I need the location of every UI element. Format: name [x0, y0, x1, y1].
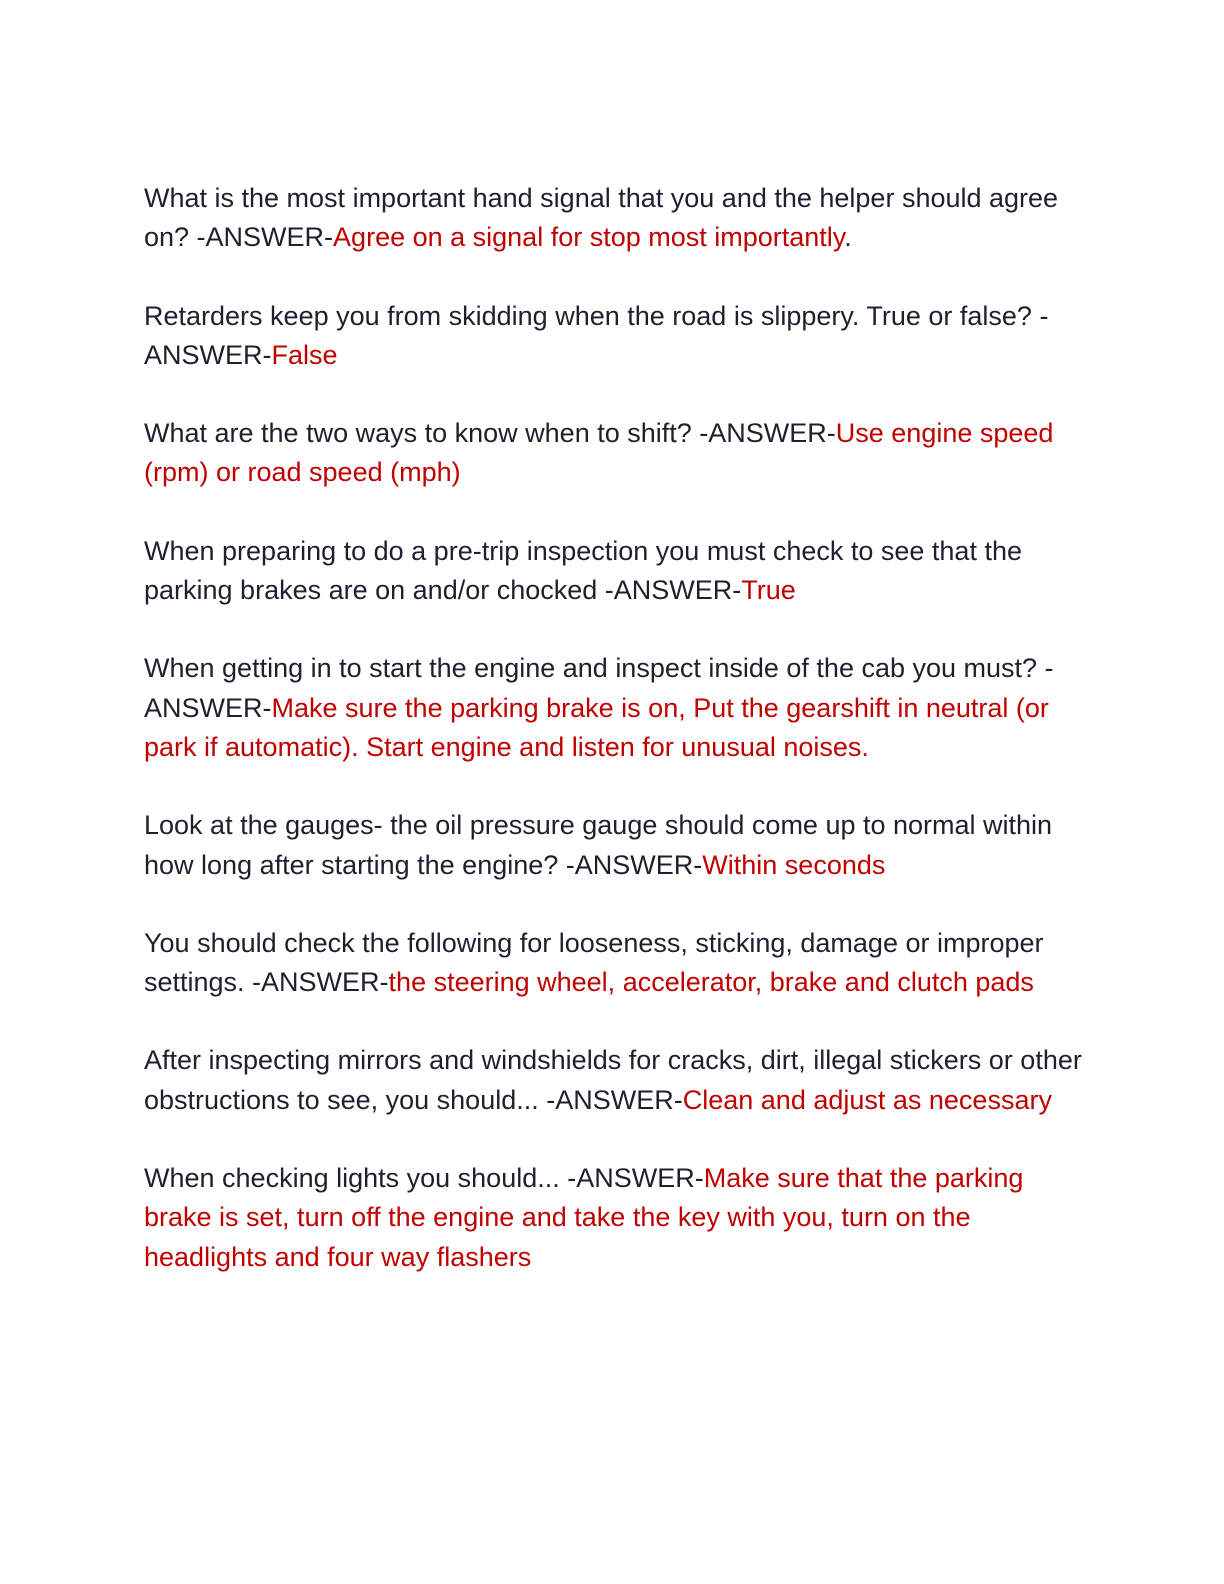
question-text: Retarders keep you from skidding when the road is slippery. True or false? -ANSWER- [144, 300, 1049, 370]
answer-text: Agree on a signal for stop most importantly [333, 222, 845, 253]
answer-text: Make sure that the parking brake is set, turn off the engine and take the key with you, turn on the headlights and four way flashers [144, 1163, 1024, 1272]
answer-text: False [271, 339, 338, 370]
answer-tail: . [844, 222, 852, 253]
answer-text: Use engine speed (rpm) or road speed (mph) [144, 418, 1054, 488]
answer-text: Within seconds [702, 849, 886, 880]
qa-item-8 [144, 1041, 1084, 1120]
question-text: What is the most important hand signal that you and the helper should agree on? -ANSWER- [144, 183, 1059, 253]
answer-text: Make sure the parking brake is on, Put the gearshift in neutral (or park if automatic). Start engine and listen for unusual noises. [144, 692, 1049, 762]
question-text: You should check the following for looseness, sticking, damage or improper settings. -ANSWER- [144, 927, 1044, 998]
qa-item-5 [144, 649, 1084, 767]
question-text: When preparing to do a pre-trip inspection you must check to see that the parking brakes are on and/or chocked -ANSWER- [144, 535, 1022, 606]
question-text: When checking lights you should... -ANSWER- [144, 1163, 704, 1194]
question-text: When getting in to start the engine and inspect inside of the cab you must? -ANSWER- [144, 653, 1054, 723]
qa-item-2 [144, 297, 1084, 376]
document-page [144, 179, 1084, 1316]
answer-text: the steering wheel, accelerator, brake and clutch pads [388, 967, 1034, 998]
question-text: Look at the gauges- the oil pressure gauge should come up to normal within how long after starting the engine? -ANSWER- [144, 810, 1053, 880]
qa-item-3 [144, 414, 1084, 493]
qa-item-6 [144, 806, 1084, 885]
answer-text: Clean and adjust as necessary [682, 1084, 1052, 1115]
qa-item-7 [144, 924, 1084, 1003]
qa-item-9 [144, 1159, 1084, 1277]
question-text: What are the two ways to know when to shift? -ANSWER- [144, 418, 836, 449]
qa-item-1 [144, 179, 1084, 258]
answer-text: True [741, 575, 796, 606]
qa-item-4 [144, 532, 1084, 611]
question-text: After inspecting mirrors and windshields for cracks, dirt, illegal stickers or other obstructions to see, you should... -ANSWER- [144, 1045, 1082, 1115]
